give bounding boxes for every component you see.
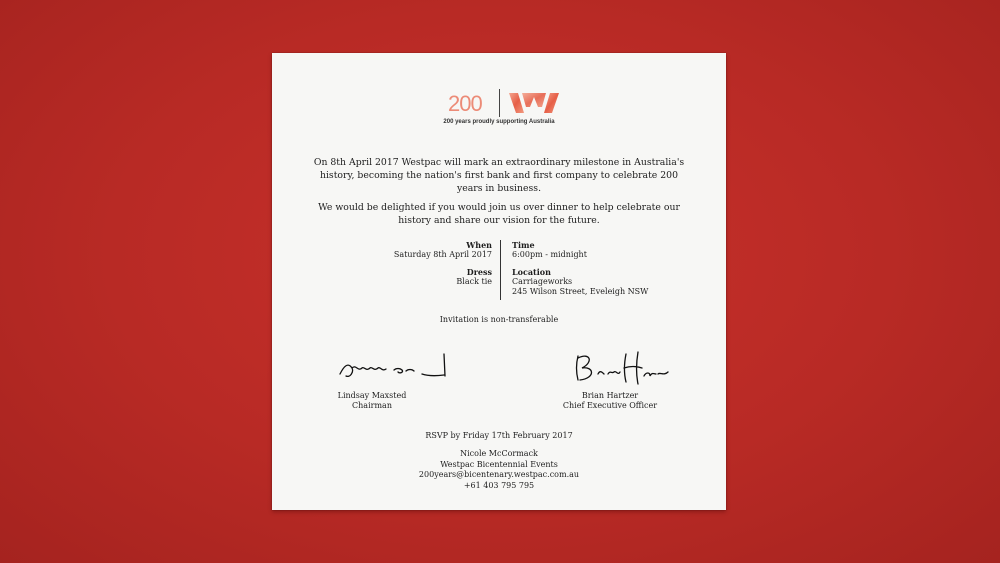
time-value: 6:00pm - midnight (512, 250, 587, 259)
logo-divider (499, 89, 500, 117)
contact-name: Nicole McCormack (460, 449, 538, 458)
signatory-2-title: Chief Executive Officer (562, 401, 658, 410)
location-label: Location (512, 267, 551, 277)
invitation-card (272, 53, 726, 510)
contact-email: 200years@bicentenary.westpac.com.au (418, 470, 580, 479)
time-block (512, 240, 587, 260)
signature-brian-hartzer (568, 346, 678, 391)
dress-label: Dress (466, 267, 492, 277)
signatory-2-name: Brian Hartzer (581, 391, 639, 400)
dress-value: Black tie (456, 277, 492, 286)
event-details (272, 240, 726, 300)
westpac-200-logo (272, 89, 726, 117)
when-label: When (466, 240, 492, 250)
location-address: 245 Wilson Street, Eveleigh NSW (512, 287, 649, 296)
location-venue: Carriageworks (512, 277, 573, 286)
intro-paragraph-1: On 8th April 2017 Westpac will mark an extraordinary milestone in Australia's history, becoming the nation's first bank and first company to celebrate 200 years in business. (313, 157, 685, 194)
dress-block (456, 267, 492, 287)
logo-tagline: 200 years proudly supporting Australia (443, 119, 555, 125)
rsvp-line: RSVP by Friday 17th February 2017 (425, 431, 573, 440)
time-label: Time (512, 240, 535, 250)
location-block (512, 267, 648, 297)
when-block (394, 240, 492, 260)
signatory-1-title: Chairman (352, 401, 392, 410)
signatory-1-name: Lindsay Maxsted (337, 391, 407, 400)
signatory-1 (282, 391, 462, 411)
signatory-2 (520, 391, 700, 411)
intro-paragraph-2: We would be delighted if you would join us over dinner to help celebrate our history and share our vision for the future. (318, 202, 680, 226)
logo-200-text: 200 (448, 91, 482, 116)
details-divider (500, 240, 501, 300)
contact-org: Westpac Bicentennial Events (440, 459, 558, 469)
westpac-w-icon (509, 93, 559, 113)
contact-phone: +61 403 795 795 (463, 480, 535, 490)
signature-lindsay-maxsted (332, 346, 452, 386)
non-transferable-note: Invitation is non-transferable (439, 315, 559, 324)
when-value: Saturday 8th April 2017 (393, 250, 492, 259)
contact-block (272, 449, 726, 491)
